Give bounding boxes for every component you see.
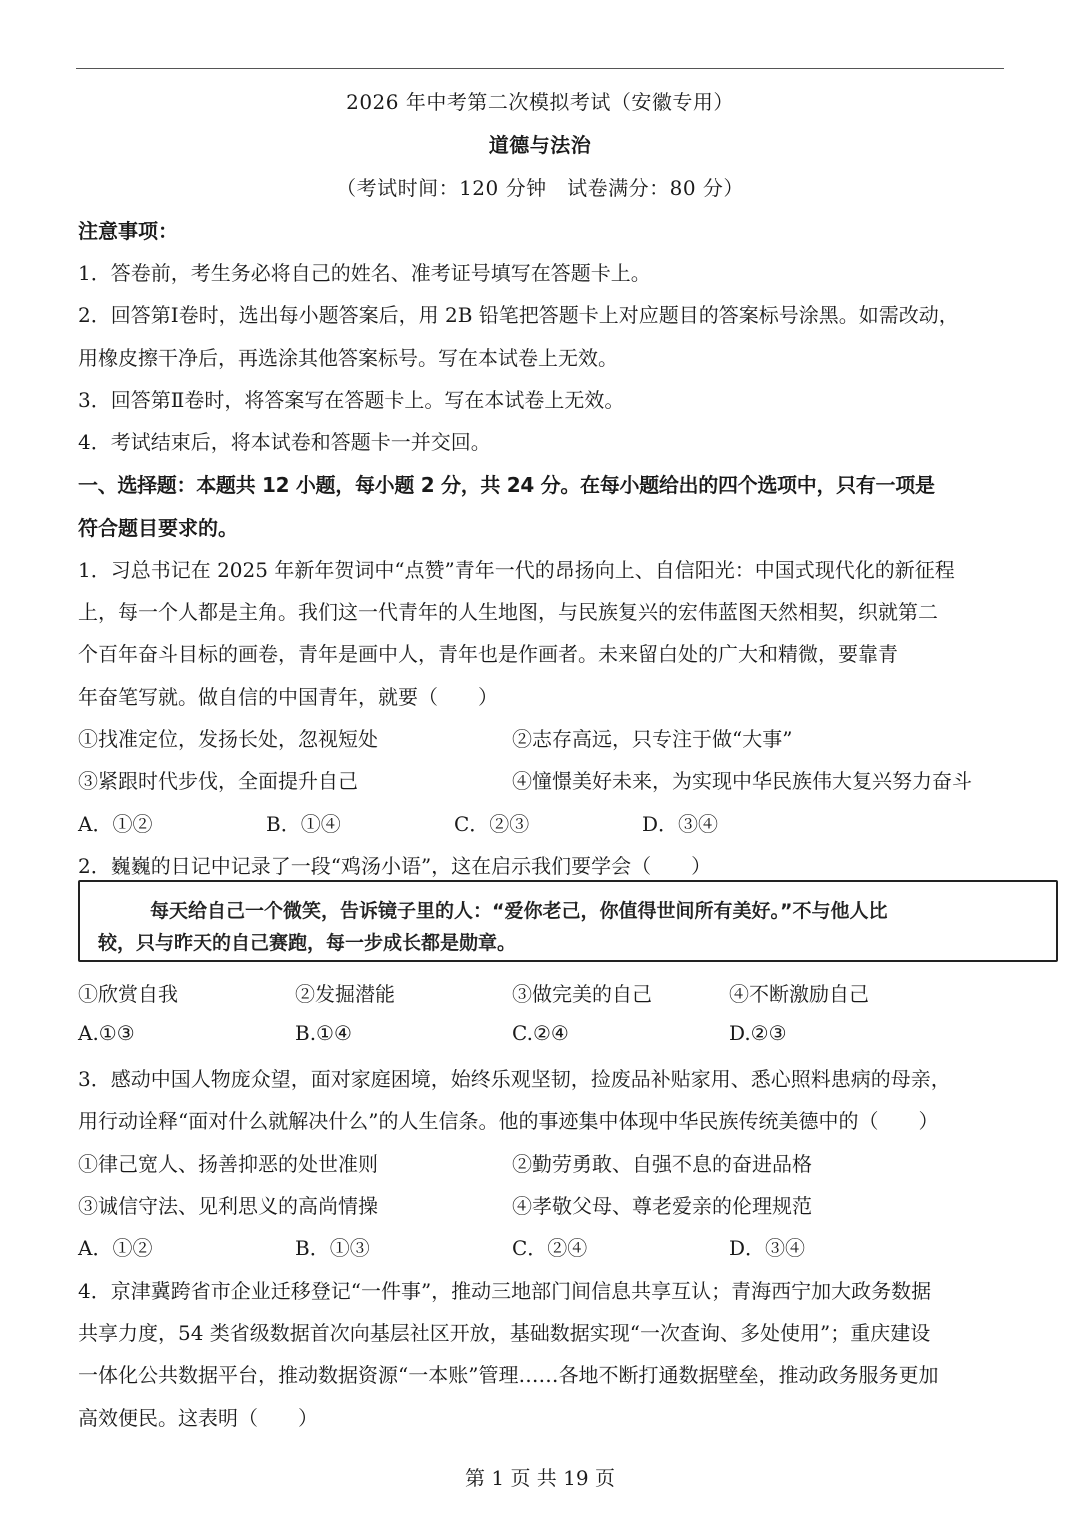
note-line: 用橡皮擦干净后，再选涂其他答案标号。写在本试卷上无效。 (78, 346, 618, 370)
q4-stem-line: 高效便民。这表明（ ） (78, 1406, 318, 1430)
q1-choice-a: A．①② (78, 812, 153, 836)
quote-line: 每天给自己一个微笑，告诉镜子里的人：“爱你老己，你值得世间所有美好。”不与他人比 (150, 900, 888, 922)
note-line: 3．回答第Ⅱ卷时，将答案写在答题卡上。写在本试卷上无效。 (78, 388, 625, 412)
q3-stem-line: 3．感动中国人物庞众望，面对家庭困境，始终乐观坚韧，捡废品补贴家用、悉心照料患病的母亲， (78, 1067, 951, 1091)
q1-item: ②志存高远，只专注于做“大事” (512, 727, 793, 751)
q3-choice-b: B．①③ (295, 1236, 370, 1260)
q3-item: ③诚信守法、见利思义的高尚情操 (78, 1194, 378, 1218)
subject-title: 道德与法治 (488, 133, 592, 157)
q1-stem-line: 个百年奋斗目标的画卷，青年是画中人，青年也是作画者。未来留白处的广大和精微，要靠青 (78, 642, 898, 666)
q4-stem-line: 一体化公共数据平台，推动数据资源“一本账”管理……各地不断打通数据壁垒，推动政务服务更加 (78, 1363, 939, 1387)
q3-choice-a: A．①② (78, 1236, 153, 1260)
q4-stem-line: 4．京津冀跨省市企业迁移登记“一件事”，推动三地部门间信息共享互认；青海西宁加大政务数据 (78, 1279, 932, 1303)
q2-choice-c: C.②④ (512, 1021, 569, 1045)
q3-item: ②勤劳勇敢、自强不息的奋进品格 (512, 1152, 812, 1176)
q2-choice-b: B.①④ (295, 1021, 352, 1045)
q2-stem: 2．巍巍的日记中记录了一段“鸡汤小语”，这在启示我们要学会（ ） (78, 854, 712, 878)
q3-choice-d: D．③④ (729, 1236, 806, 1260)
quote-line: 较，只与昨天的自己赛跑，每一步成长都是勋章。 (98, 932, 517, 954)
q1-item: ①找准定位，发扬长处，忽视短处 (78, 727, 378, 751)
q1-choice-c: C．②③ (454, 812, 530, 836)
q3-item: ①律己宽人、扬善抑恶的处世准则 (78, 1152, 378, 1176)
q2-item: ③做完美的自己 (512, 982, 652, 1006)
q1-stem-line: 1．习总书记在 2025 年新年贺词中“点赞”青年一代的昂扬向上、自信阳光：中国式现代化的新征程 (78, 558, 955, 582)
q2-choice-d: D.②③ (729, 1021, 787, 1045)
q1-choice-b: B．①④ (266, 812, 341, 836)
q3-stem-line: 用行动诠释“面对什么就解决什么”的人生信条。他的事迹集中体现中华民族传统美德中的（ ） (78, 1109, 939, 1133)
q3-item: ④孝敬父母、尊老爱亲的伦理规范 (512, 1194, 812, 1218)
q4-stem-line: 共享力度，54 类省级数据首次向基层社区开放，基础数据实现“一次查询、多处使用”；重庆建设 (78, 1321, 931, 1345)
quote-box (78, 880, 1058, 962)
q1-stem-line: 上，每一个人都是主角。我们这一代青年的人生地图，与民族复兴的宏伟蓝图天然相契，织就第二 (78, 600, 938, 624)
q1-stem-line: 年奋笔写就。做自信的中国青年，就要（ ） (78, 685, 498, 709)
page-number: 第 1 页 共 19 页 (465, 1466, 615, 1490)
notes-heading: 注意事项： (78, 219, 178, 243)
q1-item: ④憧憬美好未来，为实现中华民族伟大复兴努力奋斗 (512, 769, 972, 793)
q2-choice-a: A.①③ (78, 1021, 135, 1045)
section-heading-cont: 符合题目要求的。 (78, 516, 238, 540)
exam-info: （考试时间：120 分钟 试卷满分：80 分） (336, 176, 744, 200)
section-heading: 一、选择题：本题共 12 小题，每小题 2 分，共 24 分。在每小题给出的四个选项中，只有一项是 (78, 473, 935, 497)
q3-choice-c: C．②④ (512, 1236, 588, 1260)
top-rule (76, 68, 1004, 69)
note-line: 4．考试结束后，将本试卷和答题卡一并交回。 (78, 430, 491, 454)
q2-item: ①欣赏自我 (78, 982, 178, 1006)
q1-choice-d: D．③④ (642, 812, 719, 836)
note-line: 1．答卷前，考生务必将自己的姓名、准考证号填写在答题卡上。 (78, 261, 651, 285)
q1-item: ③紧跟时代步伐，全面提升自己 (78, 769, 358, 793)
q2-item: ④不断激励自己 (729, 982, 869, 1006)
q2-item: ②发掘潜能 (295, 982, 395, 1006)
exam-title: 2026 年中考第二次模拟考试（安徽专用） (346, 90, 734, 114)
note-line: 2．回答第Ⅰ卷时，选出每小题答案后，用 2B 铅笔把答题卡上对应题目的答案标号涂黑。如需改动， (78, 303, 959, 327)
